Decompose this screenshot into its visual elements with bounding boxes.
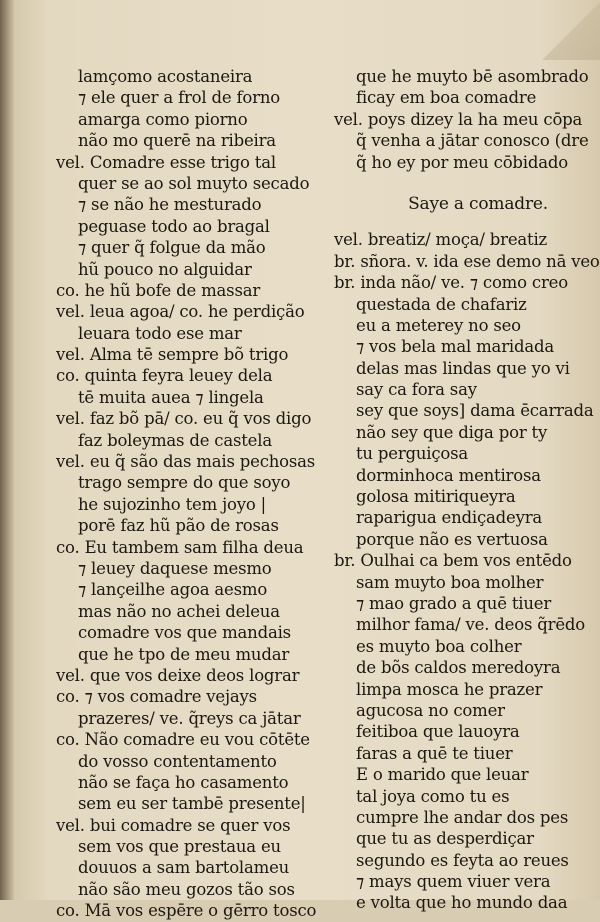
verse-line: ⁊ quer q̃ folgue da mão <box>78 238 266 258</box>
verse-line: dorminhoca mentirosa <box>356 465 541 485</box>
verse-line: vel. poys dizey la ha meu cōpa <box>334 109 583 129</box>
verse-line: E o marido que leuar <box>356 765 529 785</box>
verse-line: faras a quē te tiuer <box>356 743 513 763</box>
verse-line: quer se ao sol muyto secado <box>78 173 310 193</box>
right-column <box>334 66 600 914</box>
verse-line: golosa mitiriqueyra <box>356 487 516 507</box>
verse-line: limpa mosca he prazer <box>356 679 543 699</box>
verse-line: tē muita auea ⁊ lingela <box>78 387 264 407</box>
verse-line: sam muyto boa molher <box>356 572 544 592</box>
verse-line: do vosso contentamento <box>78 751 277 771</box>
verse-line: trago sempre do que soyo <box>78 473 291 493</box>
verse-line: es muyto boa colher <box>356 636 522 656</box>
verse-line: ⁊ vos bela mal maridada <box>356 337 554 357</box>
verse-line: co. quinta feyra leuey dela <box>56 366 273 386</box>
verse-line: vel. breatiz/ moça/ breatiz <box>334 230 548 250</box>
verse-line: peguase todo ao bragal <box>78 216 270 236</box>
verse-line: milhor fama/ ve. deos q̃rēdo <box>356 615 585 635</box>
verse-line: q̃ ho ey por meu cōbidado <box>356 152 568 172</box>
verse-line: vel. que vos deixe deos lograr <box>56 665 300 685</box>
verse-line: vel. Comadre esse trigo tal <box>56 152 276 172</box>
verse-line: porque não es vertuosa <box>356 529 548 549</box>
verse-line: douuos a sam bartolameu <box>78 858 290 878</box>
verse-line: leuara todo ese mar <box>78 323 242 343</box>
verse-line: vel. eu q̃ são das mais pechosas <box>56 452 316 472</box>
verse-line: amarga como piorno <box>78 109 248 129</box>
verse-line: vel. leua agoa/ co. he perdição <box>56 302 305 322</box>
verse-line: raparigua endiçadeyra <box>356 508 543 528</box>
verse-line: não são meu gozos tão sos <box>78 879 295 899</box>
verse-line: tal joya como tu es <box>356 786 510 806</box>
verse-line: segundo es feyta ao reues <box>356 850 569 870</box>
verse-line: ⁊ mao grado a quē tiuer <box>356 594 552 613</box>
verse-line: porē faz hũ pão de rosas <box>78 516 279 536</box>
verse-line: não sey que diga por ty <box>356 422 548 442</box>
verse-line: que he tpo de meu mudar <box>78 644 290 664</box>
verse-line: ⁊ mays quem viuer vera <box>356 872 551 892</box>
verse-line: say ca fora say <box>356 380 477 400</box>
verse-line: hũ pouco no alguidar <box>78 259 252 279</box>
verse-line: co. Eu tambem sam filha deua <box>56 537 304 557</box>
verse-line: agucosa no comer <box>356 700 505 720</box>
verse-line: mas não no achei deleua <box>78 601 280 621</box>
verse-line: não mo querē na ribeira <box>78 131 276 151</box>
verse-line: vel. Alma tē sempre bõ trigo <box>56 345 289 365</box>
verse-line: vel. bui comadre se quer vos <box>56 815 291 835</box>
verse-line: q̃ venha a jātar conosco (dre <box>356 131 589 151</box>
page-corner-fold <box>530 0 600 60</box>
verse-line: br. inda não/ ve. ⁊ como creo <box>334 273 568 293</box>
verse-line: tu perguiçosa <box>356 444 469 464</box>
book-gutter <box>0 0 14 900</box>
verse-line: que tu as desperdiçar <box>356 829 534 849</box>
verse-line: questada de chafariz <box>356 294 527 314</box>
verse-line: e volta que ho mundo daa <box>356 893 568 913</box>
verse-line: co. ⁊ vos comadre vejays <box>56 687 257 707</box>
verse-line: cumpre lhe andar dos pes <box>356 807 569 827</box>
left-column <box>56 66 326 922</box>
verse-line: vel. faz bõ pā/ co. eu q̃ vos digo <box>56 409 312 429</box>
verse-line: he sujozinho tem joyo | <box>78 494 266 514</box>
verse-line: delas mas lindas que yo vi <box>356 358 570 378</box>
verse-line: comadre vos que mandais <box>78 623 291 643</box>
verse-line: ⁊ leuey daquese mesmo <box>78 558 272 578</box>
verse-line: de bõs caldos meredoyra <box>356 658 561 678</box>
verse-line: que he muyto bē asombrado <box>356 67 589 86</box>
verse-line: ⁊ ele quer a frol de forno <box>78 88 280 108</box>
verse-line: lamçomo acostaneira <box>78 67 253 86</box>
verse-line: não se faça ho casamento <box>78 772 289 792</box>
verse-line: prazeres/ ve. q̃reys ca jātar <box>78 708 301 728</box>
verse-line: sey que soys] dama ēcarrada <box>356 401 594 421</box>
verse-line: ficay em boa comadre <box>356 88 537 108</box>
verse-line: sem vos que prestaua eu <box>78 837 281 857</box>
verse-line: br. Oulhai ca bem vos entēdo <box>334 551 572 571</box>
stage-direction-heading: Saye a comadre. <box>408 193 548 214</box>
verse-line: co. Não comadre eu vou cōtēte <box>56 730 310 750</box>
verse-line: ⁊ se não he mesturado <box>78 195 262 215</box>
verse-line: sem eu ser tambē presente| <box>78 794 306 814</box>
verse-line: ⁊ lançeilhe agoa aesmo <box>78 580 268 600</box>
verse-line: co. he hũ bofe de massar <box>56 280 261 300</box>
verse-line: faz boleymas de castela <box>78 430 272 450</box>
verse-line: co. Mā vos espēre o gērro tosco <box>56 901 317 921</box>
verse-line: br. sñora. v. ida ese demo nā veo <box>334 251 600 271</box>
verse-line: eu a meterey no seo <box>356 315 521 335</box>
verse-line: feitiboa que lauoyra <box>356 722 520 742</box>
